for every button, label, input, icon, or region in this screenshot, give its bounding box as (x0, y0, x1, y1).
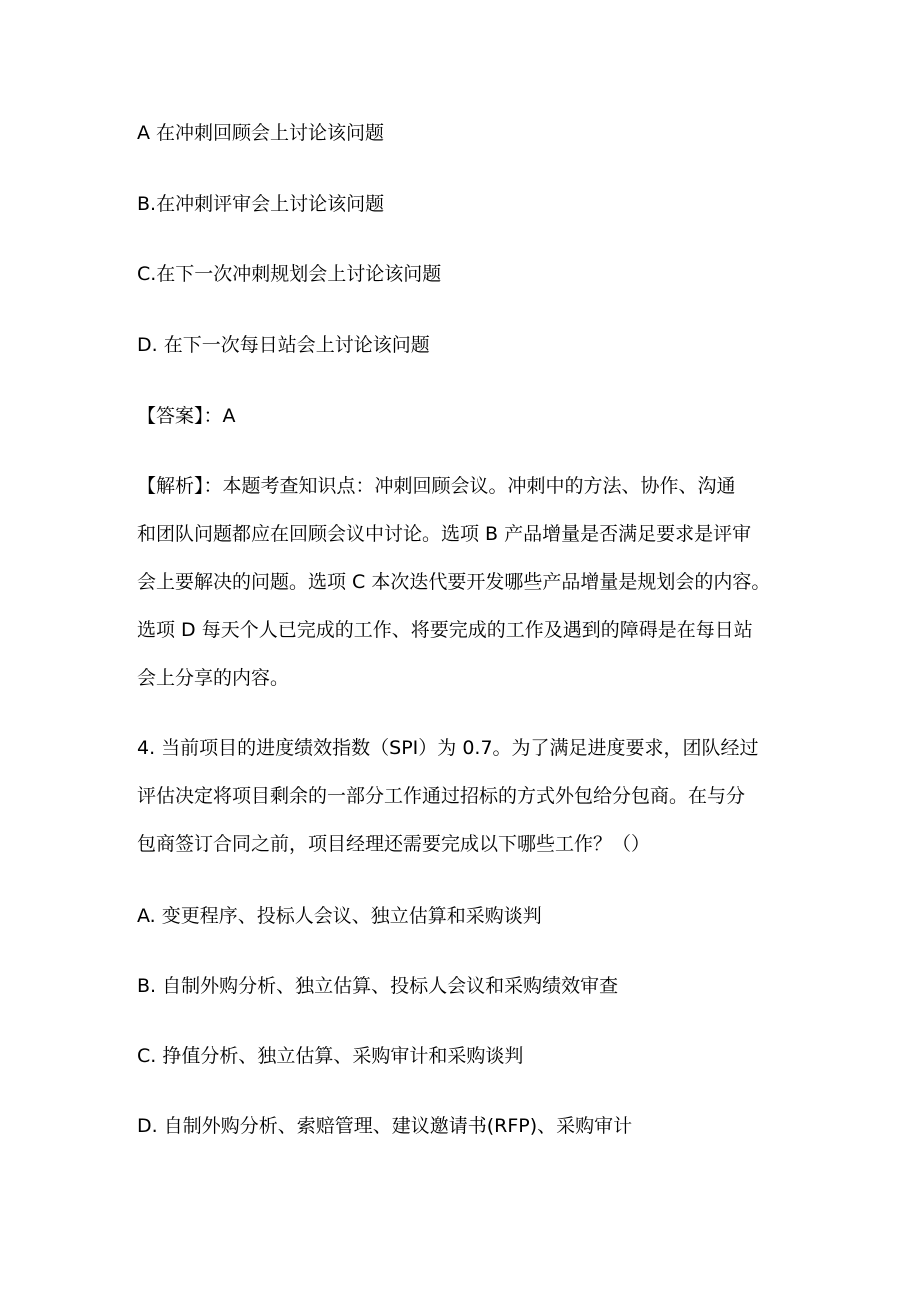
analysis-line: 会上要解决的问题。选项 C 本次迭代要开发哪些产品增量是规划会的内容。 (137, 571, 771, 593)
prev-option-c: C.在下一次冲刺规划会上讨论该问题 (137, 263, 442, 285)
prev-answer: 【答案】：A (137, 405, 236, 427)
analysis-line: 会上分享的内容。 (137, 667, 290, 689)
analysis-line: 选项 D 每天个人已完成的工作、将要完成的工作及遇到的障碍是在每日站 (137, 619, 753, 641)
question-stem-line: 4. 当前项目的进度绩效指数（SPI）为 0.7。为了满足进度要求，团队经过 (137, 737, 759, 759)
q4-option-c: C. 挣值分析、独立估算、采购审计和采购谈判 (137, 1045, 524, 1067)
analysis-line: 和团队问题都应在回顾会议中讨论。选项 B 产品增量是否满足要求是评审 (137, 523, 752, 545)
q4-option-a: A. 变更程序、投标人会议、独立估算和采购谈判 (137, 905, 542, 927)
question-stem-line: 评估决定将项目剩余的一部分工作通过招标的方式外包给分包商。在与分 (137, 785, 746, 807)
prev-option-d: D. 在下一次每日站会上讨论该问题 (137, 334, 430, 356)
prev-option-b: B.在冲刺评审会上讨论该问题 (137, 193, 385, 215)
question-stem-line: 包商签订合同之前，项目经理还需要完成以下哪些工作？（） (137, 833, 651, 855)
q4-option-d: D. 自制外购分析、索赔管理、建议邀请书(RFP)、采购审计 (137, 1115, 633, 1137)
q4-option-b: B. 自制外购分析、独立估算、投标人会议和采购绩效审查 (137, 975, 619, 997)
analysis-line: 【解析】：本题考查知识点：冲刺回顾会议。冲刺中的方法、协作、沟通 (137, 475, 736, 497)
prev-option-a: A 在冲刺回顾会上讨论该问题 (137, 122, 385, 144)
